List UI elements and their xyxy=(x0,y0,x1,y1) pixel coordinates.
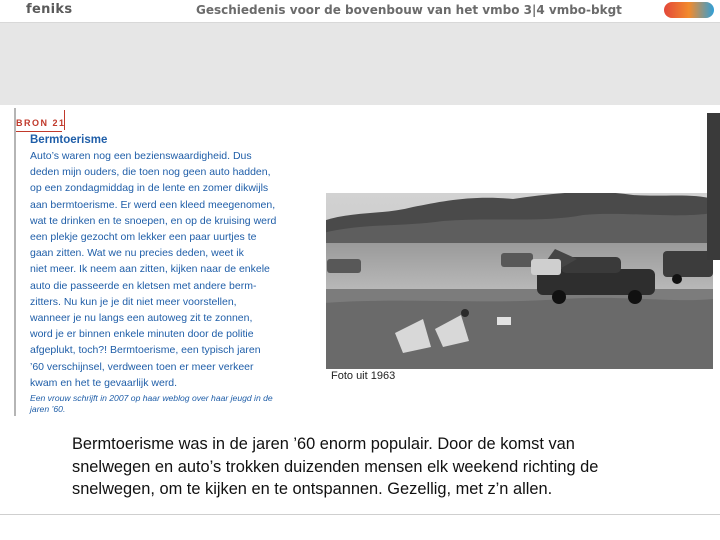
course-title: Geschiedenis voor de bovenbouw van het vmbo 3|4 vmbo-bkgt xyxy=(196,3,622,17)
source-body: Auto’s waren nog een bezienswaardigheid. Dus deden mijn ouders, die toen nog geen auto hadden, op een zondagmiddag in de lente en zomer dikwijls aan bermtoerisme. Er werd een kleed meegenomen, wat te drinken en te snoepen, en op de kruising werd een plekje gezocht om lekker een paar uurtjes te gaan zitten. Wat we nu precies deden, weet ik niet meer. Ik neem aan zitten, kijken naar de enkele auto die passeerde en kletsen met andere berm- zitters. Nu kun je je dit niet meer voorstellen, wanneer je nu langs een autoweg zit te zonnen, word je er binnen enkele minuten door de politie afgeplukt, toch?! Bermtoerisme, een typisch jaren ’60 verschijnsel, verdween toen er meer verkeer kwam en het te gevaarlijk werd. xyxy=(30,150,277,389)
feniks-logo: feniks xyxy=(26,2,73,17)
source-attribution: Een vrouw schrijft in 2007 op haar weblog over haar jeugd in de jaren ’60. xyxy=(30,393,273,414)
header-bar xyxy=(0,0,720,23)
photo-1963 xyxy=(323,193,713,369)
photo-grass-near xyxy=(323,298,713,369)
source-title: Bermtoerisme xyxy=(30,134,108,146)
photo-caption: Foto uit 1963 xyxy=(331,370,396,382)
header-band xyxy=(0,23,720,105)
bottom-divider xyxy=(0,514,720,515)
source-label: BRON 21 xyxy=(16,118,66,128)
main-text: Bermtoerisme was in de jaren ’60 enorm populair. Door de komst van snelwegen en auto’s trokken duizenden mensen elk weekend richting de snelwegen, om te kijken en te ontspannen. Gezellig, met z’n allen. xyxy=(72,435,599,498)
publisher-badge-icon xyxy=(664,2,714,18)
photo-edge-strip xyxy=(707,113,720,260)
source-label-underline xyxy=(16,131,62,132)
source-edge xyxy=(14,108,16,416)
